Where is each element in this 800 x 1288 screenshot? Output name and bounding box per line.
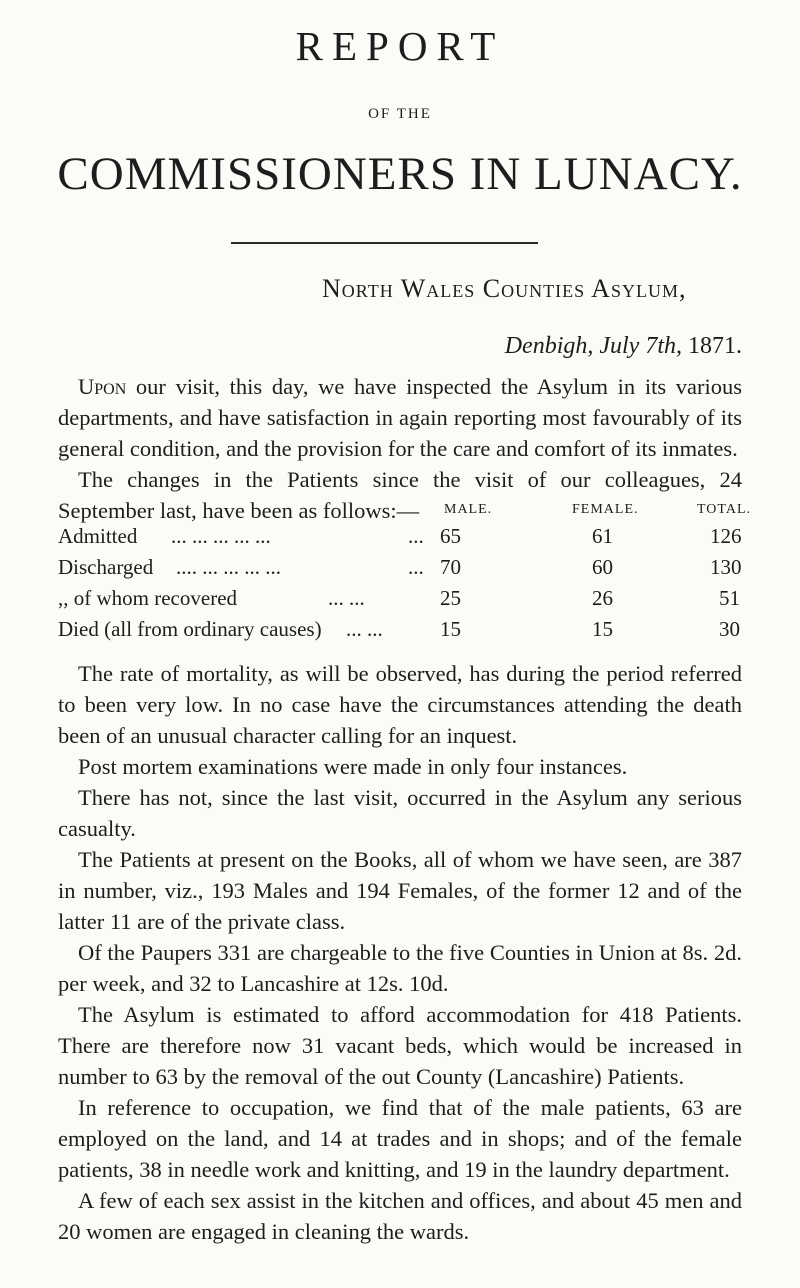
row-label: Discharged bbox=[58, 555, 154, 579]
body-paragraph: Post mortem examinations were made in only four instances. bbox=[78, 754, 628, 779]
total-value: 130 bbox=[710, 555, 742, 579]
table-row bbox=[58, 586, 758, 616]
report-title: REPORT bbox=[295, 23, 505, 69]
female-value: 15 bbox=[592, 617, 613, 641]
male-value: 65 bbox=[440, 524, 461, 548]
divider-rule bbox=[231, 242, 538, 244]
place-date-italic: Denbigh, July 7th, bbox=[504, 333, 682, 359]
row-label: ,, of whom recovered bbox=[58, 586, 238, 610]
header-male: MALE. bbox=[444, 502, 493, 517]
asylum-name: North Wales Counties Asylum, bbox=[322, 274, 687, 303]
body-paragraph: The Asylum is estimated to afford accommodation for 418 Patients. There are therefore now 31 vacant beds, which would be increased in number to 63 by the removal of the out County (Lancashire) Patients. bbox=[58, 1002, 742, 1089]
leader-dots: ... bbox=[408, 524, 424, 548]
female-value: 60 bbox=[592, 555, 613, 579]
body-paragraph: A few of each sex assist in the kitchen and offices, and about 45 men and 20 women are engaged in cleaning the wards. bbox=[58, 1188, 742, 1244]
total-value: 126 bbox=[710, 524, 742, 548]
intro-paragraph-2: The changes in the Patients since the visit of our colleagues, 24 September last, have been as follows:— bbox=[58, 467, 742, 523]
total-value: 30 bbox=[719, 617, 740, 641]
row-leader-dots: ... ... bbox=[346, 617, 383, 641]
total-value: 51 bbox=[719, 586, 740, 610]
patient-changes-table bbox=[58, 502, 758, 652]
intro-paragraph-1 bbox=[58, 371, 742, 464]
year: 1871. bbox=[688, 333, 742, 359]
place-date bbox=[0, 334, 742, 358]
female-value: 26 bbox=[592, 586, 613, 610]
male-value: 25 bbox=[440, 586, 461, 610]
table-row bbox=[58, 617, 758, 647]
table-row bbox=[58, 555, 758, 585]
body-paragraph: The rate of mortality, as will be observed, has during the period referred to been very low. In no case have the circumstances attending the death been of an unusual character calling for an inquest. bbox=[58, 661, 742, 748]
header-total: TOTAL. bbox=[697, 502, 752, 517]
row-leader-dots: ... ... ... ... ... bbox=[171, 524, 271, 548]
row-leader-dots: .... ... ... ... ... bbox=[176, 555, 281, 579]
body-paragraph: The Patients at present on the Books, all of whom we have seen, are 387 in number, viz., 193 Males and 194 Females, of the former 12 and of the latter 11 are of the private class. bbox=[58, 847, 742, 934]
row-label: Died (all from ordinary causes) bbox=[58, 617, 322, 641]
report-subtitle: COMMISSIONERS IN LUNACY. bbox=[57, 148, 743, 200]
of-the-caption: OF THE bbox=[368, 106, 432, 122]
body-paragraph: There has not, since the last visit, occurred in the Asylum any serious casualty. bbox=[58, 785, 742, 841]
intro-paragraph-1-text: our visit, this day, we have inspected the Asylum in its various departments, and have satisfaction in again reporting most favourably of its general condition, and the provision for the care and comfort of its inmates. bbox=[58, 374, 742, 461]
female-value: 61 bbox=[592, 524, 613, 548]
body-paragraph: In reference to occupation, we find that of the male patients, 63 are employed on the land, and 14 at trades and in shops; and of the female patients, 38 in needle work and knitting, and 19 in the laundry department. bbox=[58, 1095, 742, 1182]
header-female: FEMALE. bbox=[572, 502, 639, 517]
body-paragraph: Of the Paupers 331 are chargeable to the five Counties in Union at 8s. 2d. per week, and 32 to Lancashire at 12s. 10d. bbox=[58, 940, 742, 996]
male-value: 15 bbox=[440, 617, 461, 641]
report-body bbox=[58, 658, 742, 1247]
leader-dots: ... bbox=[408, 555, 424, 579]
intro-lead-word: Upon bbox=[78, 374, 127, 399]
row-leader-dots: ... ... bbox=[328, 586, 365, 610]
male-value: 70 bbox=[440, 555, 461, 579]
table-row bbox=[58, 524, 758, 554]
row-label: Admitted bbox=[58, 524, 138, 548]
